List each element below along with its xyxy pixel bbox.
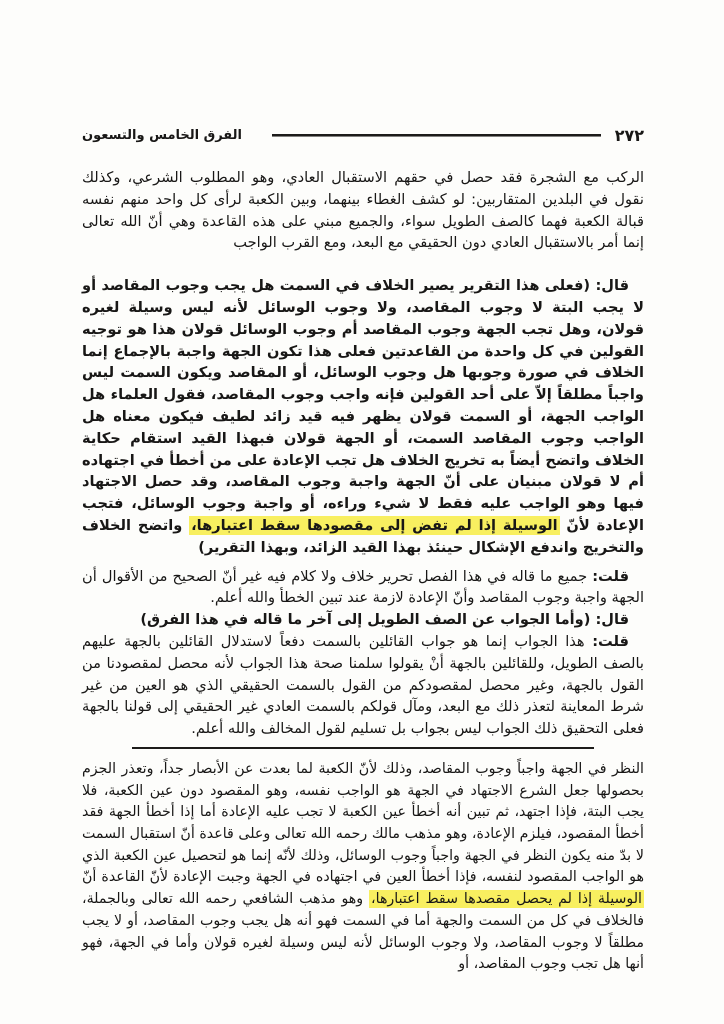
- running-head: [82, 126, 644, 145]
- highlight-phrase-2: الوسيلة إذا لم يحصل مقصدها سقط اعتبارها،: [371, 891, 642, 908]
- qult-comment-1-text: جميع ما قاله في هذا الفصل تحرير خلاف ولا كلام فيه غير أنّ الصحيح من الأقوال أن الجهة واجبة وجوب المقاصد وأنّ الإعادة لازمة عند تبين الخطأ والله أعلم.: [82, 567, 644, 607]
- chapter-title: الفرق الخامس والتسعون: [82, 128, 243, 143]
- qult-comment-2: [82, 631, 644, 740]
- footnote-divider-rule: [132, 747, 594, 749]
- qal-quote-1-text: قال: (فعلى هذا التقرير يصير الخلاف في السمت هل يجب وجوب المقاصد أو لا يجب البتة لا وجوب المقاصد، ولا وجوب الوسائل لأنه ليس وسيلة لغيره قولان، وهل تجب الجهة وجوب المقاصد أم وجوب الوسائل قولان هذا هو توجيه القولين في كل واحدة من القاعدتين فعلى هذا تكون الجهة واجبة بالإجماع إنما الخلاف في صورة وجوبها هل وجوب الوسائل، أو المقاصد ويكون السمت ليس واجباً مطلقاً إلاّ على أحد القولين فإنه واجب وجوب المقاصد، فقول العلماء هل الواجب الجهة، أو السمت قولان يظهر فيه قيد زائد لطيف فيكون معناه هل الواجب وجوب المقاصد السمت، أو الجهة قولان فبهذا القيد استقام حكاية الخلاف واتضح أيضاً به تخريج الخلاف هل تجب الإعادة على من أخطأ في اجتهاده أم لا قولان مبنيان على أنّ الجهة واجبة وجوب المقاصد، وقد حصل الاجتهاد فيها وهو الواجب عليه فقط لا شيء وراءه، أو واجبة وجوب الوسائل، فتجب الإعادة لأنّ: [82, 277, 644, 534]
- qal-quote-1-tail: واتضح الخلاف والتخريج واندفع الإشكال حينئذ بهذا القيد الزائد، وبهذا التقرير): [82, 516, 644, 556]
- intro-paragraph: الركب مع الشجرة فقد حصل في حقهم الاستقبال العادي، وهو المطلوب الشرعي، وكذلك نقول في البلدين المتقاربين: لو كشف الغطاء بينهما، وبين الكعبة لرأى كل واحد منهم نفسه قبالة الكعبة فهما كالصف الطويل سواء، والجميع مبني على هذه القاعدة وهي أنّ الله تعالى إنما أمر بالاستقبال العادي دون الحقيقي مع البعد، ومع القرب الواجب: [82, 169, 644, 252]
- footnote-tail: وهو مذهب الشافعي رحمه الله تعالى وبالجملة، فالخلاف في كل من السمت والجهة أما في السمت فهو أنه هل يجب وجوب المقاصد، أو لا يجب مطلقاً لا وجوب المقاصد، ولا وجوب الوسائل لأنه ليس وسيلة لغيره قولان وأما في الجهة، فهو أنها هل تجب وجوب المقاصد، أو: [82, 891, 644, 973]
- qult-comment-2-text: هذا الجواب إنما هو جواب القائلين بالسمت دفعاً لاستدلال القائلين بالجهة عليهم بالصف الطويل، وللقائلين بالجهة أنْ يقولوا سلمنا صحة هذا الجواب لأنه محصل لمقصودنا من القول بالجهة، وغير محصل لمقصودكم من القول بالسمت الحقيقي الذي هو العين من غير شرط المعاينة لتعذر ذلك مع البعد، ومآل قولكم بالسمت العادي غير الحقيقي إلى قولنا بالجهة فعلى التحقيق ذلك الجواب ليس بجواب بل تسليم لقول المخالف والله أعلم.: [82, 632, 644, 738]
- page-content: [82, 126, 644, 976]
- highlight-phrase-1: الوسيلة إذا لم تفض إلى مقصودها سقط اعتبارها،: [191, 516, 558, 534]
- qal-quote-1: [82, 275, 644, 558]
- qult-comment-1: [82, 566, 644, 610]
- footnote-text: النظر في الجهة واجباً وجوب المقاصد، وذلك لأنّ الكعبة لما بعدت عن الأبصار جداً، وتعذر الجزم بحصولها جعل الشرع الاجتهاد في الجهة هو الواجب نفسه، وهو المقصود دون عين الكعبة، فلا يجب البتة، فإذا اجتهد، ثم تبين أنه أخطأ عين الكعبة لا تجب عليه الإعادة أما إذا أخطأ الجهة فقد أخطأ المقصود، فيلزم الإعادة، وهو مذهب مالك رحمه الله تعالى وعلى قاعدة أنّ استقبال السمت لا بدّ منه يكون النظر في الجهة واجباً وجوب الوسائل، وذلك لأنّه إنما هو لتحصيل عين الكعبة الذي هو الواجب المقصود لنفسه، فإذا أخطأ العين في اجتهاده في الجهة وجبت الإعادة لأنّ القاعدة أنّ: [82, 760, 644, 886]
- qult-label-2: قلت:: [592, 632, 629, 650]
- footnote-paragraph: [82, 759, 644, 976]
- qult-label-1: قلت:: [592, 567, 630, 585]
- page-number: ٢٧٢: [614, 126, 644, 145]
- header-rule: [272, 134, 601, 137]
- qal-quote-2: قال: (وأما الجواب عن الصف الطويل إلى آخر ما قاله في هذا الفرق): [140, 611, 629, 629]
